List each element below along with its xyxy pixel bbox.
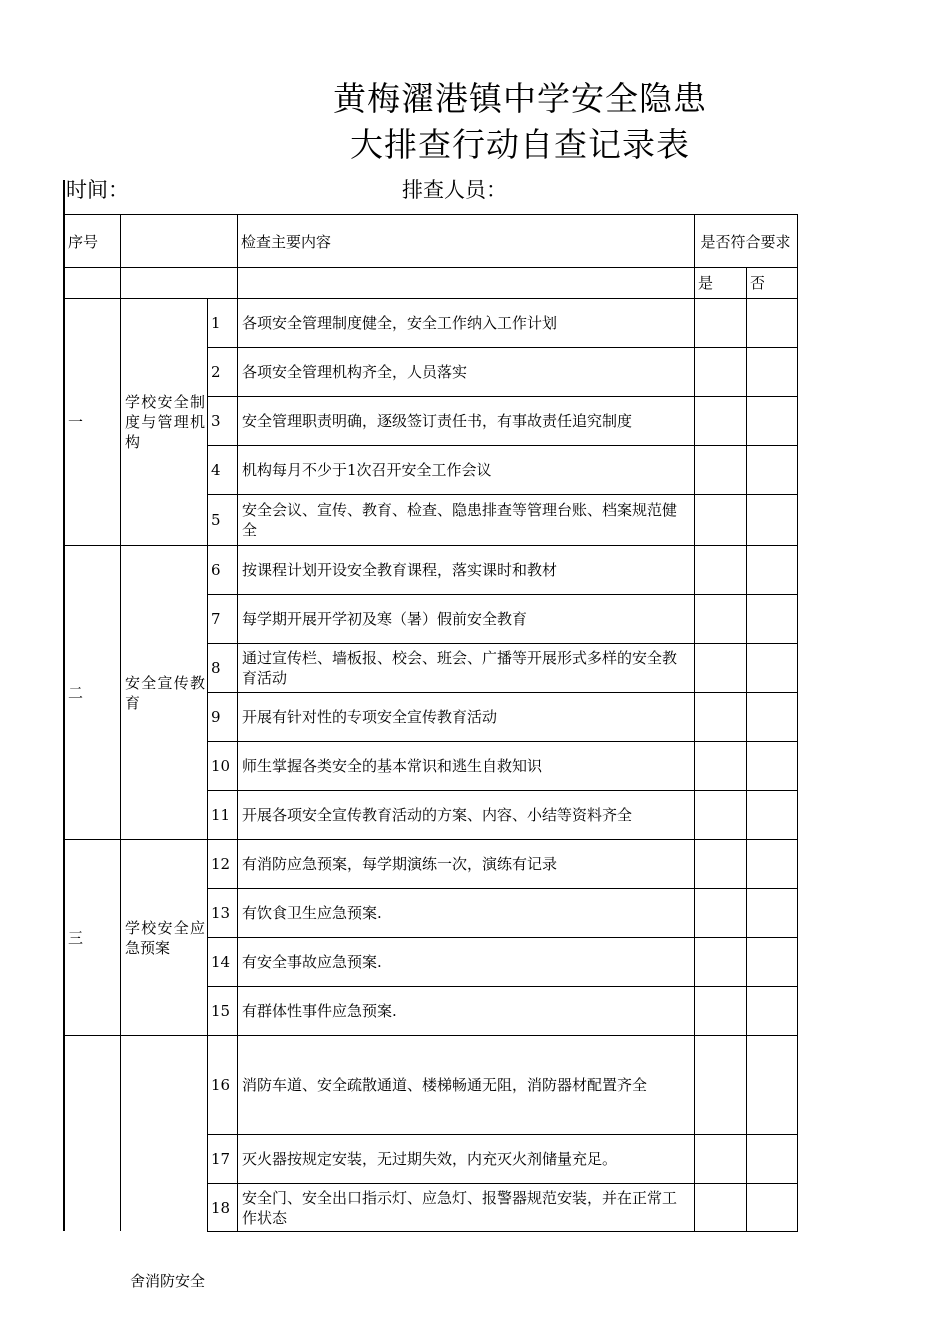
checkbox-cell-yes[interactable] [695,546,746,594]
item-content: 安全门、安全出口指示灯、应急灯、报警器规范安装，并在正常工作状态 [242,1188,678,1227]
checkbox-cell-no[interactable] [747,595,797,643]
checkbox-cell-no[interactable] [747,446,797,494]
checkbox-cell-no[interactable] [747,889,797,937]
item-number: 5 [211,511,221,529]
section-category [121,1036,207,1231]
item-number: 17 [211,1150,231,1168]
item-content: 有消防应急预案，每学期演练一次，演练有记录 [242,855,558,873]
section-category: 安全宣传教育 [125,673,205,712]
grid-line [207,1231,798,1232]
item-number: 8 [211,659,221,677]
section-seq: 二 [68,683,84,702]
item-number: 4 [211,461,221,479]
checkbox-cell-yes[interactable] [695,693,746,741]
item-number: 6 [211,561,221,579]
item-content: 有群体性事件应急预案. [242,1002,397,1020]
checkbox-cell-no[interactable] [747,397,797,445]
checkbox-cell-no[interactable] [747,644,797,692]
item-number: 9 [211,708,221,726]
item-content: 有安全事故应急预案. [242,953,382,971]
section-seq [65,1036,120,1231]
header-content: 检查主要内容 [241,232,332,251]
page-title-line-1: 黄梅濯港镇中学安全隐患 [333,79,707,118]
item-content: 每学期开展开学初及寒（暑）假前安全教育 [242,610,528,628]
item-content: 消防车道、安全疏散通道、楼梯畅通无阻，消防器材配置齐全 [242,1076,648,1094]
checkbox-cell-yes[interactable] [695,1036,746,1134]
checkbox-cell-no[interactable] [747,1184,797,1231]
item-content: 安全管理职责明确，逐级签订责任书，有事故责任追究制度 [242,412,633,430]
item-number: 12 [211,855,231,873]
checkbox-cell-no[interactable] [747,693,797,741]
footer-fragment: 舍消防安全 [130,1272,206,1290]
section-category: 学校安全应急预案 [125,918,205,957]
checkbox-cell-yes[interactable] [695,840,746,888]
checkbox-cell-yes[interactable] [695,889,746,937]
checkbox-cell-no[interactable] [747,938,797,986]
grid-line [797,298,798,1231]
grid-line [120,214,121,298]
checkbox-cell-no[interactable] [747,840,797,888]
item-number: 14 [211,953,231,971]
item-content: 安全会议、宣传、教育、检查、隐患排查等管理台账、档案规范健全 [242,501,678,539]
inspector-label: 排查人员： [402,178,507,202]
item-number: 15 [211,1002,231,1020]
item-content: 通过宣传栏、墙板报、校会、班会、广播等开展形式多样的安全教育活动 [242,649,678,687]
item-content: 各项安全管理制度健全，安全工作纳入工作计划 [242,314,558,332]
checkbox-cell-yes[interactable] [695,1184,746,1231]
item-number: 13 [211,904,231,922]
checkbox-cell-yes[interactable] [695,987,746,1035]
item-number: 16 [211,1076,231,1094]
header-compliance: 是否符合要求 [700,232,791,251]
item-content: 开展各项安全宣传教育活动的方案、内容、小结等资料齐全 [242,806,633,824]
checkbox-cell-yes[interactable] [695,595,746,643]
item-content: 开展有针对性的专项安全宣传教育活动 [242,708,498,726]
item-number: 18 [211,1198,231,1217]
checkbox-cell-yes[interactable] [695,644,746,692]
checkbox-cell-no[interactable] [747,495,797,545]
item-number: 2 [211,363,221,381]
checkbox-cell-no[interactable] [747,546,797,594]
item-content: 有饮食卫生应急预案. [242,904,382,922]
item-number: 10 [211,757,231,775]
checkbox-cell-no[interactable] [747,791,797,839]
item-number: 1 [211,314,221,332]
checkbox-cell-yes[interactable] [695,791,746,839]
section-seq: 一 [68,413,84,431]
item-content: 各项安全管理机构齐全，人员落实 [242,363,468,381]
item-content: 按课程计划开设安全教育课程，落实课时和教材 [242,561,558,579]
checkbox-cell-yes[interactable] [695,938,746,986]
grid-line [64,214,798,215]
header-seq: 序号 [68,232,99,251]
checkbox-cell-no[interactable] [747,299,797,347]
grid-line [64,267,798,268]
time-label: 时间： [66,178,129,202]
checkbox-cell-no[interactable] [747,742,797,790]
grid-line [797,214,798,298]
header-no: 否 [750,273,766,292]
item-number: 7 [211,610,221,628]
checkbox-cell-no[interactable] [747,348,797,396]
checkbox-cell-no[interactable] [747,987,797,1035]
section-category: 学校安全制度与管理机构 [125,393,205,451]
checkbox-cell-yes[interactable] [695,1135,746,1183]
item-content: 师生掌握各类安全的基本常识和逃生自救知识 [242,757,543,775]
checkbox-cell-yes[interactable] [695,742,746,790]
checkbox-cell-no[interactable] [747,1036,797,1134]
section-seq: 三 [68,928,84,947]
checkbox-cell-yes[interactable] [695,397,746,445]
page-title-line-2: 大排查行动自查记录表 [350,125,690,164]
header-yes: 是 [698,273,714,292]
checkbox-cell-yes[interactable] [695,495,746,545]
checkbox-cell-yes[interactable] [695,348,746,396]
checkbox-cell-no[interactable] [747,1135,797,1183]
item-content: 灭火器按规定安装，无过期失效，内充灭火剂储量充足。 [242,1150,618,1168]
item-number: 11 [211,806,231,824]
checkbox-cell-yes[interactable] [695,299,746,347]
item-content: 机构每月不少于1次召开安全工作会议 [242,461,492,479]
item-number: 3 [211,412,221,430]
checkbox-cell-yes[interactable] [695,446,746,494]
